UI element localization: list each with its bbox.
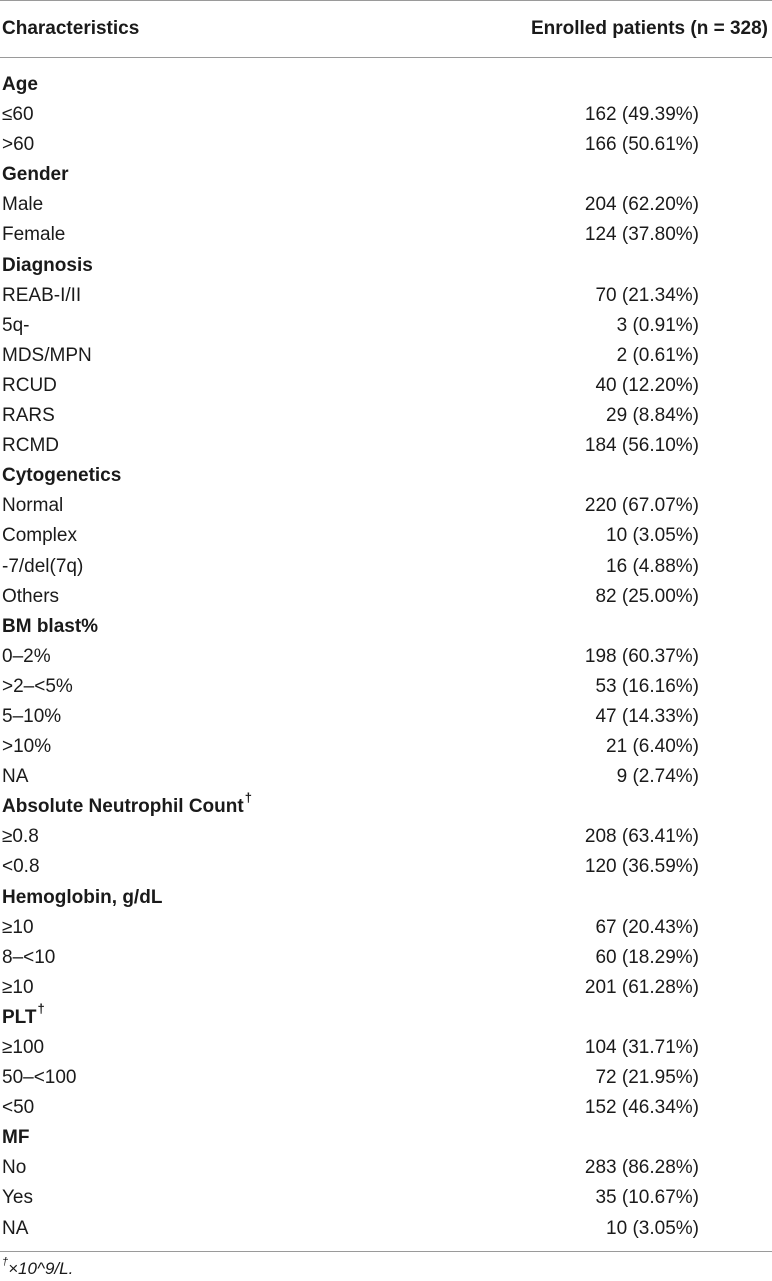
table-row: [0, 943, 772, 973]
group-header-row: [0, 160, 772, 190]
group-title-text: MF: [2, 1127, 30, 1149]
footnote-mark: †: [2, 1256, 9, 1269]
table-row: [0, 642, 772, 672]
row-label: 5q-: [2, 314, 30, 336]
header-characteristics: Characteristics: [2, 18, 140, 39]
table-row: [0, 521, 772, 551]
table-header: [0, 14, 772, 44]
row-value: 198 (60.37%): [584, 645, 699, 667]
row-value: 35 (10.67%): [595, 1187, 699, 1209]
table-row: [0, 1093, 772, 1123]
row-label: Yes: [2, 1187, 33, 1209]
table-footnote: [2, 1258, 73, 1280]
row-value: 47 (14.33%): [595, 705, 699, 727]
group-title: [2, 461, 121, 491]
row-value: 16 (4.88%): [606, 555, 699, 577]
row-label: ≥10: [2, 916, 34, 938]
row-label: <50: [2, 1097, 35, 1119]
row-label: RARS: [2, 405, 55, 427]
table-row: [0, 973, 772, 1003]
row-label: >60: [2, 134, 35, 156]
table-row: [0, 702, 772, 732]
group-title: [2, 70, 38, 100]
row-value: 220 (67.07%): [584, 495, 699, 517]
group-title-text: Gender: [2, 164, 69, 186]
table-header-rule: [0, 57, 772, 58]
row-label: ≥100: [2, 1037, 45, 1058]
row-value: 60 (18.29%): [595, 946, 699, 968]
table-row: [0, 1214, 772, 1244]
row-value: 283 (86.28%): [584, 1157, 699, 1179]
table-row: [0, 822, 772, 852]
table-row: [0, 762, 772, 792]
row-value: 70 (21.34%): [595, 284, 699, 306]
group-title: [2, 1123, 29, 1153]
row-value: 208 (63.41%): [584, 826, 699, 848]
table-row: [0, 281, 772, 311]
dagger-footnote-mark: †: [244, 789, 252, 805]
row-label: Female: [2, 224, 66, 246]
header-enrolled-patients: Enrolled patients (n = 328): [530, 18, 768, 39]
table-row: [0, 311, 772, 341]
table-row: [0, 401, 772, 431]
row-value: 9 (2.74%): [616, 766, 699, 788]
row-label: -7/del(7q): [2, 555, 84, 577]
row-value: 204 (62.20%): [584, 194, 699, 216]
group-title: [2, 612, 98, 642]
table-row: [0, 491, 772, 521]
table-row: [0, 1183, 772, 1213]
row-value: 3 (0.91%): [616, 314, 699, 336]
table-row: [0, 852, 772, 882]
row-value: 10 (3.05%): [606, 1217, 699, 1239]
row-label: NA: [2, 1217, 29, 1239]
group-header-row: [0, 251, 772, 281]
row-value: 72 (21.95%): [595, 1067, 699, 1089]
group-title: [2, 789, 252, 822]
group-header-row: [0, 1123, 772, 1153]
group-header-row: [0, 461, 772, 491]
table-bottom-rule: [0, 1251, 772, 1252]
group-title-text: Cytogenetics: [2, 465, 122, 487]
group-title: [2, 883, 162, 913]
table-top-rule: [0, 0, 772, 1]
group-header-row: [0, 1000, 772, 1033]
row-value: 40 (12.20%): [595, 374, 699, 396]
table-row: [0, 190, 772, 220]
table-row: [0, 732, 772, 762]
group-title: [2, 160, 69, 190]
row-value: 120 (36.59%): [584, 856, 699, 878]
table-row: [0, 341, 772, 371]
group-header-row: [0, 789, 772, 822]
group-title-text: Absolute Neutrophil Count: [2, 796, 244, 818]
row-label: Normal: [2, 495, 64, 517]
row-label: NA: [2, 766, 29, 788]
row-label: ≤60: [2, 104, 34, 126]
row-label: Complex: [2, 525, 77, 547]
row-label: ≥10: [2, 976, 34, 998]
row-label: 50–<100: [2, 1067, 77, 1089]
row-value: 53 (16.16%): [595, 675, 699, 697]
table-row: [0, 582, 772, 612]
row-value: 10 (3.05%): [606, 525, 699, 547]
footnote-text: ×10^9/L.: [8, 1259, 74, 1278]
row-value: 166 (50.61%): [584, 134, 699, 156]
row-value: 67 (20.43%): [595, 916, 699, 938]
row-value: 162 (49.39%): [584, 104, 699, 126]
row-label: MDS/MPN: [2, 344, 92, 366]
group-title-text: Diagnosis: [2, 254, 93, 276]
row-value: 184 (56.10%): [584, 435, 699, 457]
row-label: ≥0.8: [2, 826, 39, 848]
row-label: >2–<5%: [2, 675, 73, 697]
group-title: [2, 251, 93, 281]
table-row: [0, 130, 772, 160]
row-value: 104 (31.71%): [584, 1037, 699, 1058]
row-label: 0–2%: [2, 645, 51, 667]
group-title-text: PLT: [2, 1006, 37, 1028]
table-row: [0, 1063, 772, 1093]
table-row: [0, 913, 772, 943]
table-body: [0, 70, 772, 1244]
table-row: [0, 220, 772, 250]
row-value: 201 (61.28%): [584, 976, 699, 998]
table-row: [0, 431, 772, 461]
row-label: 8–<10: [2, 946, 56, 968]
group-header-row: [0, 70, 772, 100]
row-label: No: [2, 1157, 27, 1179]
row-label: RCMD: [2, 435, 59, 457]
table-row: [0, 672, 772, 702]
row-value: 2 (0.61%): [616, 344, 699, 366]
group-title-text: BM blast%: [2, 615, 99, 637]
group-title: [2, 1000, 45, 1033]
table-row: [0, 100, 772, 130]
table-row: [0, 1153, 772, 1183]
row-value: 124 (37.80%): [584, 224, 699, 246]
row-label: 5–10%: [2, 705, 62, 727]
row-value: 29 (8.84%): [606, 405, 699, 427]
row-value: 21 (6.40%): [606, 736, 699, 758]
row-label: Others: [2, 585, 60, 607]
group-title-text: Age: [2, 74, 38, 95]
dagger-footnote-mark: †: [37, 1000, 45, 1016]
row-value: 152 (46.34%): [584, 1097, 699, 1119]
row-label: >10%: [2, 736, 52, 758]
table-row: [0, 1033, 772, 1063]
row-label: <0.8: [2, 856, 40, 878]
group-title-text: Hemoglobin, g/dL: [2, 886, 163, 908]
row-label: REAB-I/II: [2, 284, 82, 306]
row-label: RCUD: [2, 374, 57, 396]
table-row: [0, 371, 772, 401]
row-label: Male: [2, 194, 44, 216]
group-header-row: [0, 612, 772, 642]
table-row: [0, 552, 772, 582]
group-header-row: [0, 883, 772, 913]
row-value: 82 (25.00%): [595, 585, 699, 607]
